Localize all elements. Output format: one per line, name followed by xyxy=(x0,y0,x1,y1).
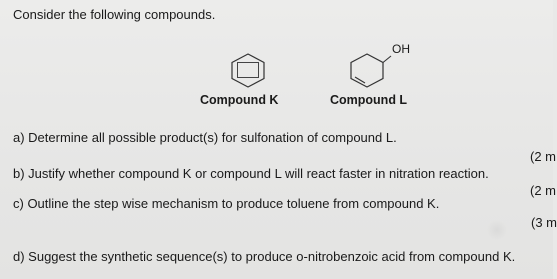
question-b: b) Justify whether compound K or compound L will react faster in nitration reaction. xyxy=(13,166,489,181)
marks-b: (2 m xyxy=(530,183,556,198)
compound-k-label: Compound K xyxy=(200,93,279,107)
marks-c: (3 m xyxy=(531,215,557,230)
smudge-mark xyxy=(486,220,508,240)
question-a: a) Determine all possible product(s) for sulfonation of compound L. xyxy=(13,130,397,145)
compound-l-label: Compound L xyxy=(330,93,408,107)
benzene-structure xyxy=(228,52,268,88)
question-d: d) Suggest the synthetic sequence(s) to produce o-nitrobenzoic acid from compound K. xyxy=(13,249,516,264)
marks-a: (2 m xyxy=(530,149,556,164)
intro-text: Consider the following compounds. xyxy=(13,7,216,22)
oh-group-label: OH xyxy=(392,42,410,56)
question-c: c) Outline the step wise mechanism to produce toluene from compound K. xyxy=(13,196,440,211)
cyclohexenol-structure xyxy=(347,52,391,88)
